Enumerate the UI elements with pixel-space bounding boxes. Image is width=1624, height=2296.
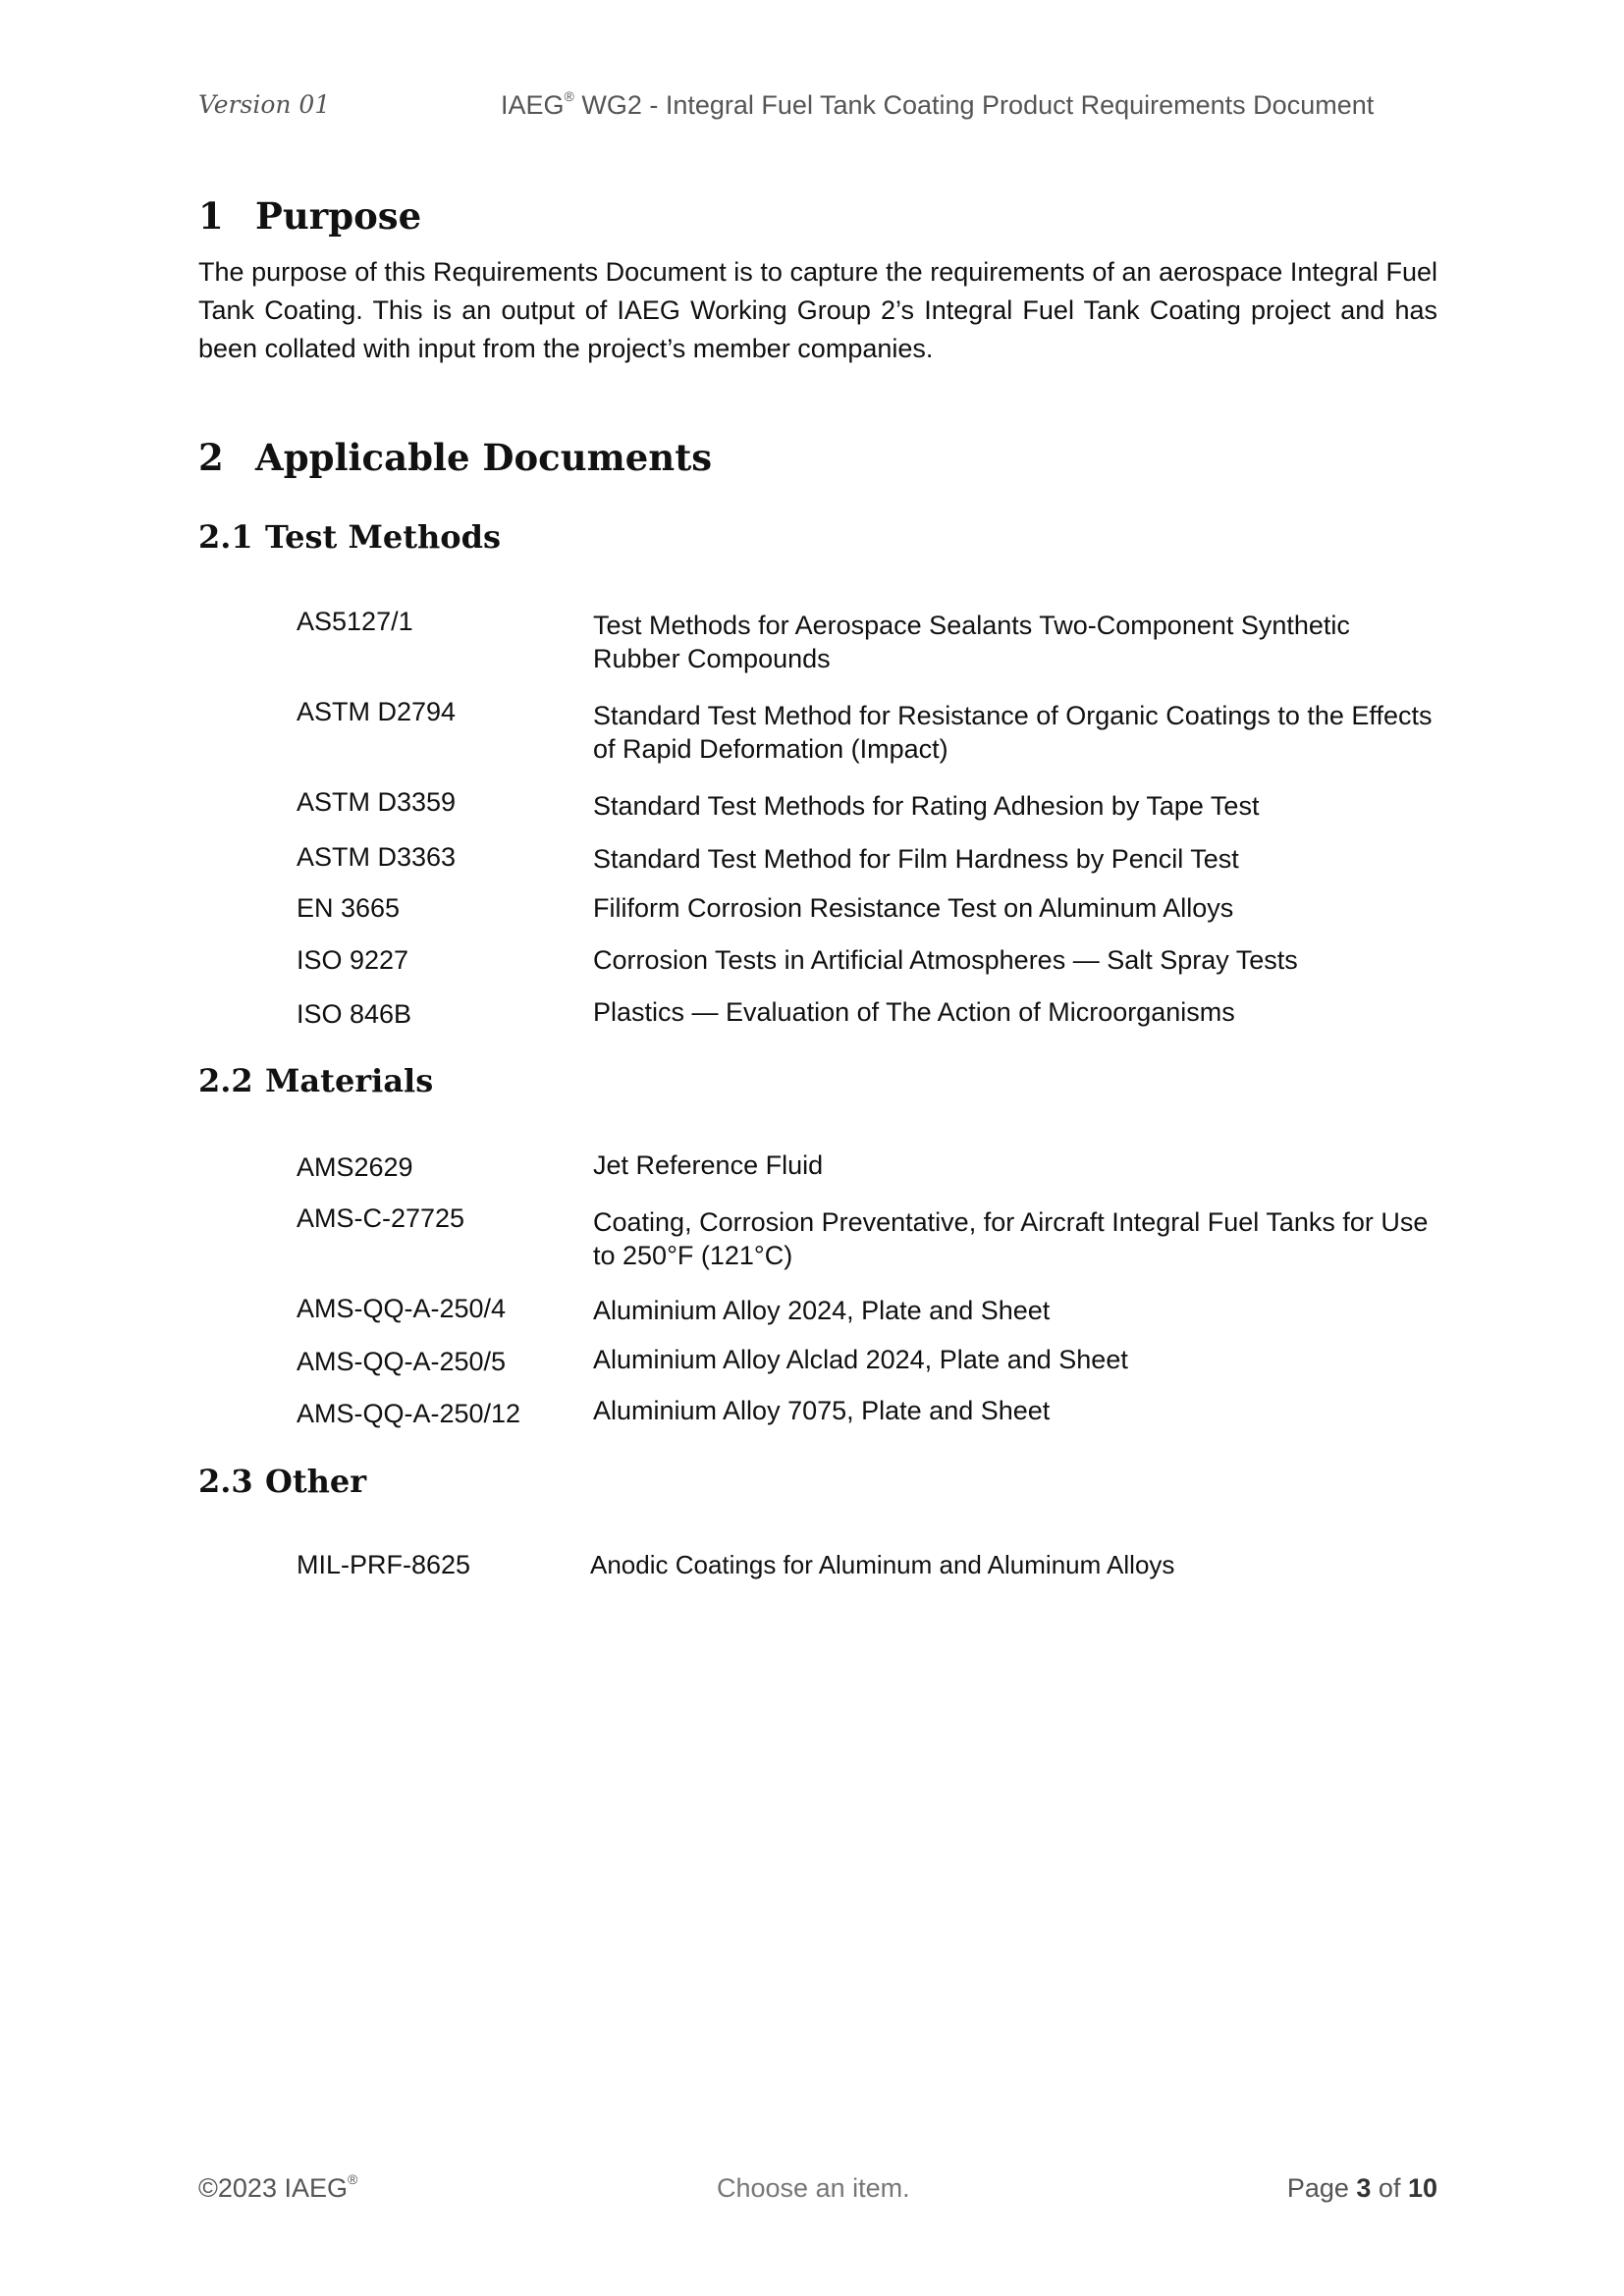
registered-mark: ® — [347, 2171, 358, 2187]
document-title-text: WG2 - Integral Fuel Tank Coating Product Requirements Document — [573, 90, 1375, 120]
section-2-heading — [198, 436, 712, 479]
reference-description: Anodic Coatings for Aluminum and Aluminum Alloys — [590, 1550, 1175, 1579]
reference-code: EN 3665 — [297, 893, 401, 923]
section-title: Applicable Documents — [255, 436, 713, 479]
section-title: Purpose — [255, 194, 422, 238]
reference-description: Coating, Corrosion Preventative, for Aircraft Integral Fuel Tanks for Use to 250°F (121°C) — [593, 1207, 1429, 1270]
reference-description: Test Methods for Aerospace Sealants Two-Component Synthetic Rubber Compounds — [593, 611, 1350, 673]
reference-description: Jet Reference Fluid — [593, 1150, 824, 1180]
reference-description: Standard Test Methods for Rating Adhesion by Tape Test — [593, 791, 1260, 821]
section-2-3-heading — [198, 1463, 366, 1500]
section-number: 2 — [198, 436, 224, 479]
section-title: Test Methods — [265, 518, 501, 556]
purpose-paragraph: The purpose of this Requirements Document is to capture the requirements of an aerospace Integral Fuel Tank Coating. This is an output of IAEG Working Group 2’s Integral Fuel Tank Coating project and has been collated with input from the project’s member companies. — [198, 257, 1437, 363]
section-title: Materials — [265, 1062, 434, 1099]
reference-code: AMS-QQ-A-250/12 — [297, 1399, 521, 1428]
choose-item-field[interactable]: Choose an item. — [717, 2173, 910, 2203]
page-footer — [198, 2173, 1437, 2213]
page-current: 3 — [1356, 2173, 1372, 2203]
section-1-heading — [198, 194, 421, 238]
page-header — [198, 90, 1435, 130]
section-number: 2.3 — [198, 1463, 253, 1500]
section-2-2-heading — [198, 1062, 433, 1099]
reference-description: Standard Test Method for Resistance of Organic Coatings to the Effects of Rapid Deformation (Impact) — [593, 701, 1433, 764]
reference-code: ASTM D3359 — [297, 787, 457, 817]
reference-code: AMS2629 — [297, 1152, 413, 1182]
reference-code: ISO 846B — [297, 999, 412, 1029]
copyright — [198, 2173, 357, 2204]
reference-description: Aluminium Alloy 2024, Plate and Sheet — [593, 1296, 1051, 1325]
section-number: 2.1 — [198, 518, 253, 556]
reference-description: Plastics — Evaluation of The Action of Microorganisms — [593, 997, 1235, 1027]
reference-description: Standard Test Method for Film Hardness by Pencil Test — [593, 844, 1239, 874]
reference-code: ASTM D3363 — [297, 842, 457, 872]
section-2-1-heading — [198, 518, 501, 556]
reference-code: AMS-C-27725 — [297, 1203, 465, 1233]
page-number — [1287, 2173, 1437, 2204]
section-number: 1 — [198, 194, 224, 238]
registered-mark: ® — [564, 88, 574, 104]
reference-description: Aluminium Alloy 7075, Plate and Sheet — [593, 1396, 1051, 1425]
document-title-org: IAEG — [501, 90, 565, 120]
document-title — [501, 90, 1374, 121]
reference-code: MIL-PRF-8625 — [297, 1550, 471, 1579]
reference-description: Aluminium Alloy Alclad 2024, Plate and Sheet — [593, 1345, 1128, 1374]
reference-description: Corrosion Tests in Artificial Atmospheres — Salt Spray Tests — [593, 945, 1298, 975]
page-prefix: Page — [1286, 2173, 1357, 2203]
page-total: 10 — [1407, 2173, 1437, 2203]
version-label: Version 01 — [198, 90, 331, 119]
reference-description: Filiform Corrosion Resistance Test on Aluminum Alloys — [593, 893, 1234, 923]
reference-code: AMS-QQ-A-250/4 — [297, 1294, 507, 1323]
reference-code: ASTM D2794 — [297, 697, 457, 726]
section-number: 2.2 — [198, 1062, 253, 1099]
reference-code: AMS-QQ-A-250/5 — [297, 1347, 507, 1376]
section-title: Other — [265, 1463, 367, 1500]
copyright-text: ©2023 IAEG — [198, 2173, 348, 2203]
reference-code: AS5127/1 — [297, 607, 413, 636]
page-of: of — [1371, 2173, 1408, 2203]
reference-code: ISO 9227 — [297, 945, 409, 975]
